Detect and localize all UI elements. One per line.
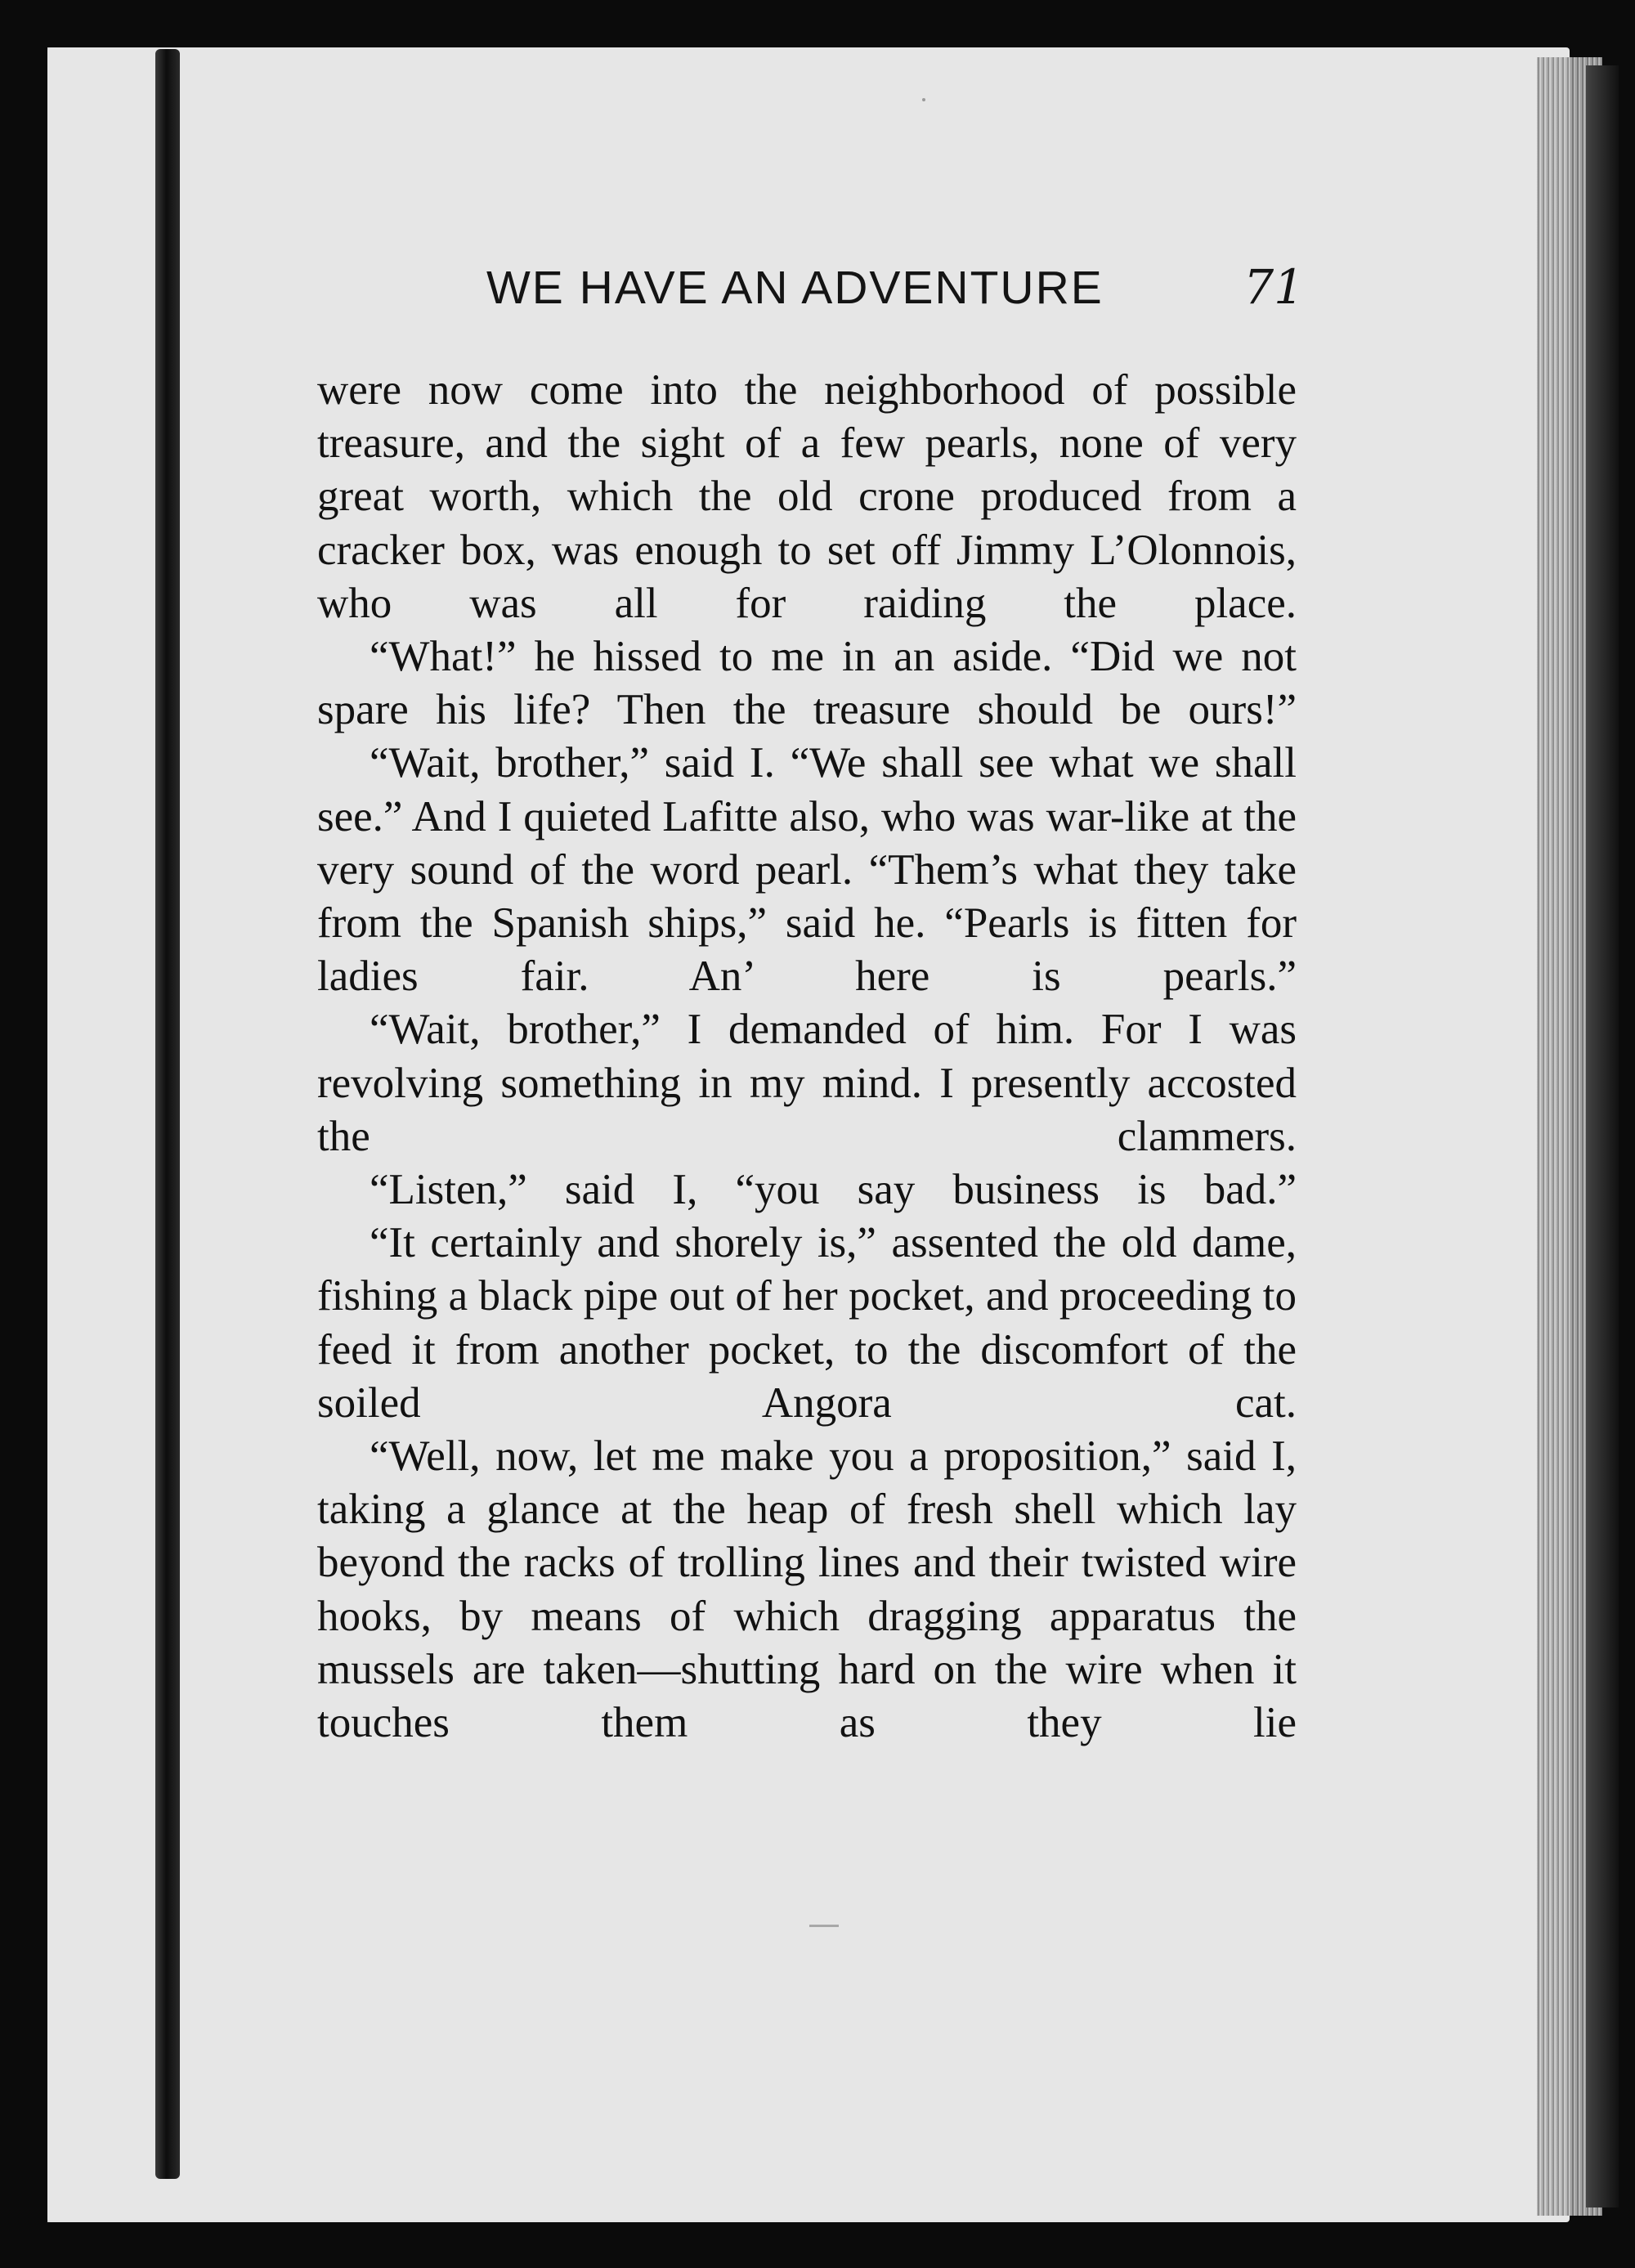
chapter-title: WE HAVE AN ADVENTURE bbox=[486, 262, 1104, 314]
paragraph: “Wait, brother,” I demanded of him. For I was revolving something in my mind. I presently accosted the clammers. bbox=[317, 1006, 1297, 1160]
paragraph: “Listen,” said I, “you say business is bad.” bbox=[370, 1166, 1297, 1214]
paragraph: “Wait, brother,” said I. “We shall see what we shall see.” And I quieted Lafitte also, who was war-like at the very sound of the word pearl. “Them’s what they take from the Spanish ships,” said he. “Pearls is fitten for ladies fair. An’ here is pearls.” bbox=[317, 739, 1297, 1001]
paragraph: “It certainly and shorely is,” assented the old dame, fishing a black pipe out of her pocket, and proceeding to feed it from another pocket, to the discomfort of the soiled Angora cat. bbox=[317, 1219, 1297, 1427]
paragraph: “Well, now, let me make you a proposition,” said I, taking a glance at the heap of fresh shell which lay beyond the racks of trolling lines and their twisted wire hooks, by means of which dragging apparatus the mussels are taken—shutting hard on the wire when it touches them as they lie bbox=[317, 1432, 1297, 1747]
body-text bbox=[317, 364, 1297, 1750]
book-gutter bbox=[155, 49, 180, 2179]
paragraph: “What!” he hissed to me in an aside. “Did we not spare his life? Then the treasure should be ours!” bbox=[317, 633, 1297, 734]
page-number: 71 bbox=[1243, 259, 1304, 315]
running-head bbox=[331, 258, 1304, 323]
page-edge-shadow bbox=[1586, 65, 1619, 2207]
paper-speck bbox=[809, 1925, 839, 1927]
paragraph: were now come into the neighborhood of possible treasure, and the sight of a few pearls, none of very great worth, which the old crone produced from a cracker box, was enough to set off Jimmy L’Olonnois, who was all for raiding the place. bbox=[317, 366, 1297, 627]
paper-speck bbox=[922, 98, 925, 101]
